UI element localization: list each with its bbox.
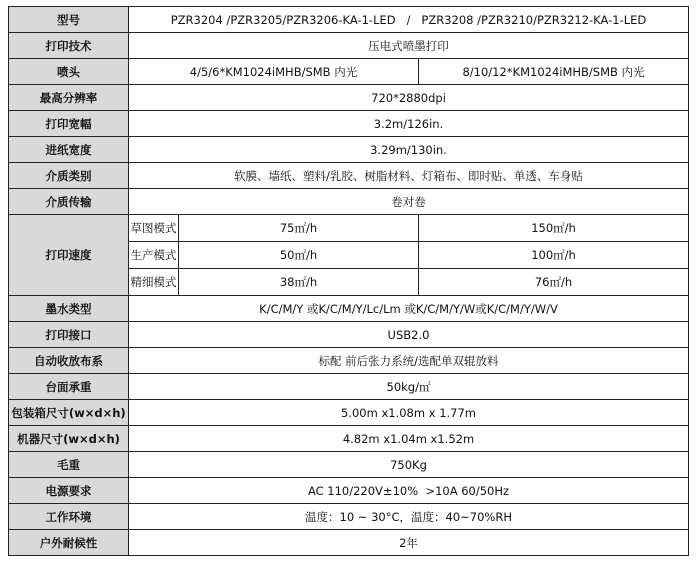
table-row xyxy=(9,85,689,111)
row-label-interface: 打印接口 xyxy=(9,322,129,348)
row-value-take-up: 标配 前后张力系统/选配单双辊放料 xyxy=(129,348,689,374)
row-value-nozzle-a: 4/5/6*KM1024iMHB/SMB 内光 xyxy=(129,59,419,85)
row-value-outdoor: 2年 xyxy=(129,530,689,556)
speed-mode-name: 生产模式 xyxy=(129,242,179,269)
table-row xyxy=(9,348,689,374)
row-label-machine: 机器尺寸(w×d×h) xyxy=(9,426,129,452)
row-value-transport: 卷对卷 xyxy=(129,189,689,215)
row-label-platform: 台面承重 xyxy=(9,374,129,400)
row-label-package: 包装箱尺寸(w×d×h) xyxy=(9,400,129,426)
table-row xyxy=(9,400,689,426)
table-row xyxy=(9,530,689,556)
row-value-resolution: 720*2880dpi xyxy=(129,85,689,111)
table-row xyxy=(9,374,689,400)
row-value-platform: 50kg/㎡ xyxy=(129,374,689,400)
row-label-model: 型号 xyxy=(9,7,129,33)
row-label-width: 打印宽幅 xyxy=(9,111,129,137)
table-row xyxy=(9,163,689,189)
table-row xyxy=(9,7,689,33)
row-label-power: 电源要求 xyxy=(9,478,129,504)
speed-mode-value-a: 50㎡/h xyxy=(179,242,419,269)
row-value-power: AC 110/220V±10% >10A 60/50Hz xyxy=(129,478,689,504)
row-label-tech: 打印技术 xyxy=(9,33,129,59)
row-label-transport: 介质传输 xyxy=(9,189,129,215)
row-value-machine: 4.82m x1.04m x1.52m xyxy=(129,426,689,452)
speed-mode-value-a: 38㎡/h xyxy=(179,269,419,296)
row-label-speed: 打印速度 xyxy=(9,215,129,296)
speed-mode-value-a: 75㎡/h xyxy=(179,215,419,242)
spec-table xyxy=(8,6,689,556)
row-label-resolution: 最高分辨率 xyxy=(9,85,129,111)
speed-mode-value-b: 100㎡/h xyxy=(419,242,689,269)
row-label-feed-width: 进纸宽度 xyxy=(9,137,129,163)
table-row xyxy=(9,504,689,530)
row-value-feed-width: 3.29m/130in. xyxy=(129,137,689,163)
table-row xyxy=(9,215,689,242)
row-label-ink: 墨水类型 xyxy=(9,296,129,322)
row-value-nozzle-b: 8/10/12*KM1024iMHB/SMB 内光 xyxy=(419,59,689,85)
row-value-media: 软膜、墙纸、塑料/乳胶、树脂材料、灯箱布、即时贴、单透、车身贴 xyxy=(129,163,689,189)
table-row xyxy=(9,452,689,478)
row-label-gross: 毛重 xyxy=(9,452,129,478)
table-row xyxy=(9,189,689,215)
speed-mode-name: 精细模式 xyxy=(129,269,179,296)
row-value-env: 温度：10 ~ 30°C，温度：40~70%RH xyxy=(129,504,689,530)
row-value-width: 3.2m/126in. xyxy=(129,111,689,137)
row-label-take-up: 自动收放布系 xyxy=(9,348,129,374)
table-row xyxy=(9,33,689,59)
row-label-media: 介质类别 xyxy=(9,163,129,189)
row-label-env: 工作环境 xyxy=(9,504,129,530)
speed-mode-name: 草图模式 xyxy=(129,215,179,242)
row-value-gross: 750Kg xyxy=(129,452,689,478)
table-row xyxy=(9,296,689,322)
table-row xyxy=(9,111,689,137)
row-label-outdoor: 户外耐候性 xyxy=(9,530,129,556)
table-row xyxy=(9,426,689,452)
table-row xyxy=(9,137,689,163)
row-label-nozzle: 喷头 xyxy=(9,59,129,85)
table-row xyxy=(9,478,689,504)
row-value-model: PZR3204 /PZR3205/PZR3206-KA-1-LED / PZR3208 /PZR3210/PZR3212-KA-1-LED xyxy=(129,7,689,33)
row-value-tech: 压电式喷墨打印 xyxy=(129,33,689,59)
row-value-ink: K/C/M/Y 或K/C/M/Y/Lc/Lm 或K/C/M/Y/W或K/C/M/Y/W/V xyxy=(129,296,689,322)
row-value-package: 5.00m x1.08m x 1.77m xyxy=(129,400,689,426)
speed-mode-value-b: 76㎡/h xyxy=(419,269,689,296)
table-row xyxy=(9,59,689,85)
table-row xyxy=(9,322,689,348)
speed-mode-value-b: 150㎡/h xyxy=(419,215,689,242)
row-value-interface: USB2.0 xyxy=(129,322,689,348)
